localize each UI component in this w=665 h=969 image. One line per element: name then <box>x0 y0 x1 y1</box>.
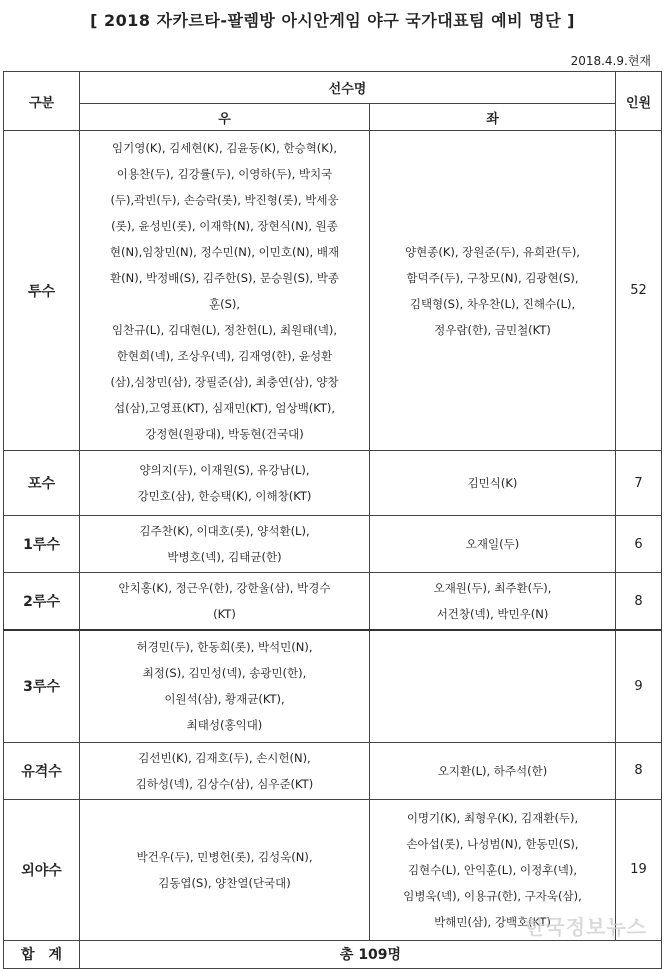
player-line: 이명기(K), 최형우(K), 김재환(두), <box>406 810 579 825</box>
player-line: 김선빈(K), 김재호(두), 손시헌(N), <box>138 750 311 765</box>
position-label: 3루수 <box>4 630 80 742</box>
player-line: (두),곽빈(두), 손승락(롯), 박진형(롯), 박세웅 <box>110 192 339 207</box>
roster-row <box>4 573 662 631</box>
roster-table <box>3 71 662 969</box>
player-line: 김현수(L), 안익훈(L), 이정후(넥), <box>407 862 578 877</box>
player-count: 9 <box>616 630 662 742</box>
player-count: 19 <box>616 799 662 940</box>
total-label: 합 계 <box>4 940 80 968</box>
position-label: 1루수 <box>4 516 80 573</box>
watermark-logo: 한국정보뉴스 <box>525 915 647 939</box>
player-line: 임병욱(넥), 이용규(한), 구자욱(삼), <box>403 888 582 903</box>
position-label: 투수 <box>4 131 80 451</box>
right-handed-players <box>80 573 370 631</box>
position-label: 2루수 <box>4 573 80 631</box>
player-line: 김하성(넥), 김상수(삼), 심우준(KT) <box>135 776 314 791</box>
player-line: 훈(S), <box>208 296 241 311</box>
player-line: 김동엽(S), 양찬열(단국대) <box>158 875 291 890</box>
left-handed-players <box>370 516 616 573</box>
position-label: 포수 <box>4 451 80 516</box>
right-handed-players <box>80 799 370 940</box>
left-handed-players <box>370 630 616 742</box>
total-value: 총 109명 <box>80 940 662 968</box>
player-line: 김민식(K) <box>467 476 518 490</box>
right-handed-players <box>80 451 370 516</box>
player-line: 박건우(두), 민병헌(롯), 김성욱(N), <box>136 849 313 864</box>
player-line: 오지환(L), 하주석(한) <box>437 763 548 778</box>
player-line: 임찬규(L), 김대현(L), 정찬헌(L), 최원태(넥), <box>111 322 338 337</box>
player-line: 강정현(원광대), 박동현(건국대) <box>145 426 304 441</box>
total-row <box>4 940 662 968</box>
player-count: 8 <box>616 742 662 799</box>
header-count: 인원 <box>616 72 662 131</box>
player-line: 김택형(S), 차우찬(L), 진해수(L), <box>409 296 576 311</box>
date-label: 2018.4.9.현재 <box>570 54 651 68</box>
left-handed-players <box>370 742 616 799</box>
right-handed-players <box>80 742 370 799</box>
player-line: (KT) <box>213 607 236 621</box>
header-category: 구분 <box>4 72 80 131</box>
player-line: 서건창(넥), 박민우(N) <box>436 607 549 621</box>
roster-body <box>4 131 662 941</box>
player-line: 이용찬(두), 김강률(두), 이영하(두), 박치국 <box>116 166 333 181</box>
player-line: (삼),심창민(삼), 장필준(삼), 최충연(삼), 양창 <box>110 374 339 389</box>
player-line: 양의지(두), 이재원(S), 유강남(L), <box>139 463 310 477</box>
player-line: 안치홍(K), 정근우(한), 강한울(삼), 박경수 <box>118 581 331 595</box>
player-line: 한현희(넥), 조상우(넥), 김재영(한), 윤성환 <box>116 348 333 363</box>
header-left-hand: 좌 <box>370 104 616 131</box>
player-line: 허경민(두), 한동희(롯), 박석민(N), <box>136 640 313 655</box>
player-line: 최정(S), 김민성(넥), 송광민(한), <box>142 666 307 681</box>
player-line: 김주찬(K), 이대호(롯), 양석환(L), <box>139 524 310 538</box>
player-count: 7 <box>616 451 662 516</box>
position-label: 외야수 <box>4 799 80 940</box>
player-line: 임기영(K), 김세현(K), 김윤동(K), 한승혁(K), <box>112 140 337 155</box>
header-players: 선수명 <box>80 72 616 104</box>
position-label: 유격수 <box>4 742 80 799</box>
player-line: 손아섭(롯), 나성범(N), 한동민(S), <box>406 836 579 851</box>
header-right-hand: 우 <box>80 104 370 131</box>
player-line: 함덕주(두), 구창모(N), 김광현(S), <box>406 270 579 285</box>
roster-row <box>4 131 662 451</box>
player-line: (롯), 윤성빈(롯), 이재학(N), 장현식(N), 원종 <box>111 218 338 233</box>
left-handed-players <box>370 573 616 631</box>
right-handed-players <box>80 630 370 742</box>
right-handed-players <box>80 131 370 451</box>
player-line: 강민호(삼), 한승택(K), 이해창(KT) <box>137 489 312 503</box>
left-handed-players <box>370 451 616 516</box>
player-line: 이원석(삼), 황재균(KT), <box>164 692 285 707</box>
player-line: 최태성(홍익대) <box>186 718 263 733</box>
player-line: 박해민(삼), 강백호(KT) <box>434 914 551 929</box>
right-handed-players <box>80 516 370 573</box>
player-line: 오재일(두) <box>465 537 520 551</box>
player-line: 오재원(두), 최주환(두), <box>433 581 552 595</box>
player-line: 환(N), 박정배(S), 김주한(S), 문승원(S), 박종 <box>110 270 339 285</box>
roster-row <box>4 630 662 742</box>
player-line: 박병호(넥), 김태균(한) <box>167 550 282 564</box>
player-count: 8 <box>616 573 662 631</box>
roster-row <box>4 742 662 799</box>
player-line: 양현종(K), 장원준(두), 유희관(두), <box>405 244 580 259</box>
player-count: 6 <box>616 516 662 573</box>
player-line: 섭(삼),고영표(KT), 심재민(KT), 엄상백(KT), <box>113 400 336 415</box>
page-title: [ 2018 자카르타-팔렘방 아시안게임 야구 국가대표팀 예비 명단 ] <box>90 11 575 30</box>
player-count: 52 <box>616 131 662 451</box>
roster-row <box>4 516 662 573</box>
left-handed-players <box>370 131 616 451</box>
roster-row <box>4 451 662 516</box>
player-line: 정우람(한), 금민철(KT) <box>434 322 551 337</box>
player-line: 현(N),임창민(N), 정수민(N), 이민호(N), 배재 <box>109 244 340 259</box>
